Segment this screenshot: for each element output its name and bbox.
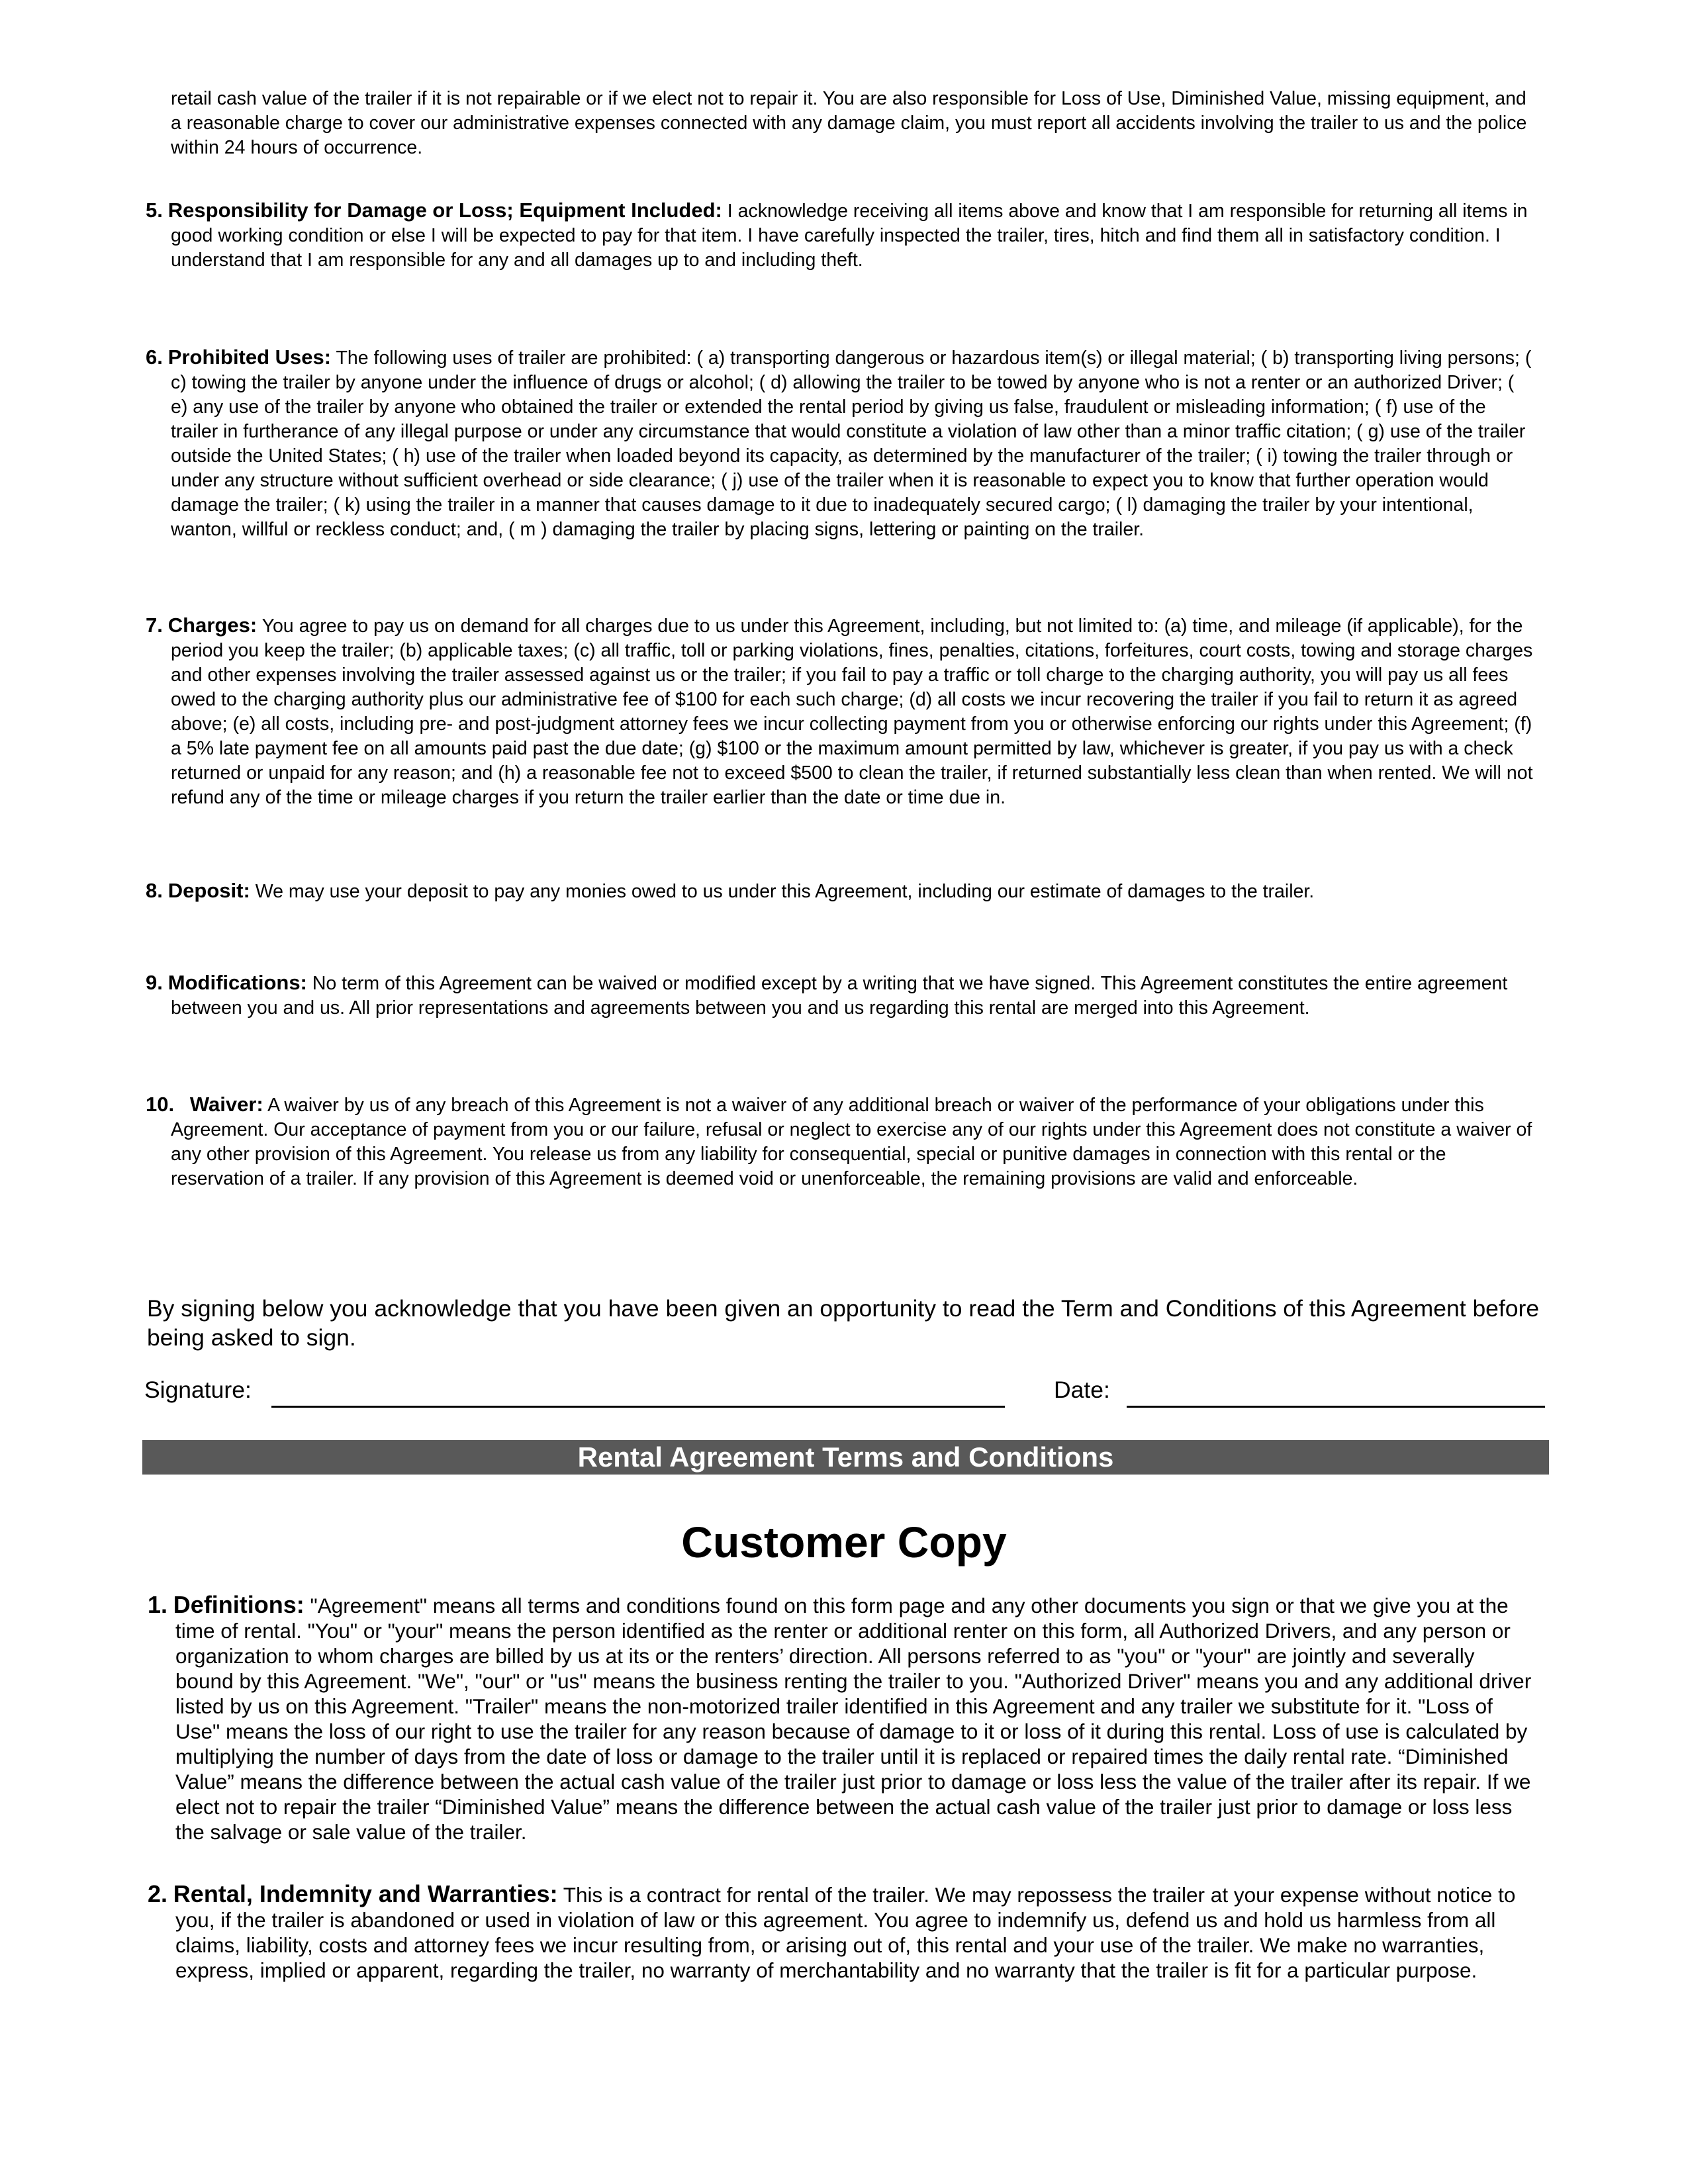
signature-field[interactable] bbox=[271, 1406, 1005, 1408]
section-9-body: No term of this Agreement can be waived or modified except by a writing that we have signed. This Agreement constitutes the entire agreement between you and us. All prior representations and agreements between you and us regarding this rental are merged into this Agreement. bbox=[171, 973, 1508, 1019]
customer-section-2-heading: Rental, Indemnity and Warranties: bbox=[173, 1880, 558, 1907]
section-5 bbox=[146, 198, 1536, 273]
section-banner: Rental Agreement Terms and Conditions bbox=[142, 1440, 1549, 1475]
section-6-text bbox=[146, 345, 1536, 542]
customer-section-2-number: 2. bbox=[148, 1880, 168, 1907]
section-10-text bbox=[146, 1092, 1536, 1191]
section-5-body: I acknowledge receiving all items above and know that I am responsible for returning all items in good working condition or else I will be expected to pay for that item. I have carefully inspected the trailer, tires, hitch and find them all in satisfactory condition. I understand that I am responsible for any and all damages up to and including theft. bbox=[171, 201, 1528, 271]
section-6-heading: Prohibited Uses: bbox=[167, 345, 332, 369]
customer-section-1-text bbox=[148, 1592, 1538, 1844]
section-9 bbox=[146, 970, 1536, 1021]
date-field[interactable] bbox=[1127, 1406, 1545, 1408]
section-6-number: 6. bbox=[146, 345, 163, 369]
section-8 bbox=[146, 878, 1536, 904]
section-6 bbox=[146, 345, 1536, 542]
section-10-body: A waiver by us of any breach of this Agreement is not a waiver of any additional breach or waiver of the performance of your obligations under this Agreement. Our acceptance of payment from you or our failure, refusal or neglect to exercise any of our rights under this Agreement does not constitute a waiver of any other provision of this Agreement. You release us from any liability for consequential, special or punitive damages in connection with this rental or the reservation of a trailer. If any provision of this Agreement is deemed void or unenforceable, the remaining provisions are valid and enforceable. bbox=[171, 1095, 1532, 1189]
section-10-number: 10. bbox=[146, 1093, 175, 1116]
section-6-body: The following uses of trailer are prohibited: ( a) transporting dangerous or hazardous item(s) or illegal material; ( b) transporting living persons; ( c) towing the trailer by anyone under the influence of drugs or alcohol; ( d) allowing the trailer to be towed by anyone who is not a renter or an authorized Driver; ( e) any use of the trailer by anyone who obtained the trailer or extended the rental period by giving us false, fraudulent or misleading information; ( f) use of the trailer in furtherance of any illegal purpose or under any circumstance that would constitute a violation of law other than a minor traffic citation; ( g) use of the trailer outside the United States; ( h) use of the trailer when loaded beyond its capacity, as determined by the manufacturer of the trailer; ( i) towing the trailer through or under any structure without sufficient overhead or side clearance; ( j) use of the trailer when it is reasonable to expect you to know that further operation would damage the trailer; ( k) using the trailer in a manner that causes damage to it due to inadequately secured cargo; ( l) damaging the trailer by your intentional, wanton, willful or reckless conduct; and, ( m ) damaging the trailer by placing signs, lettering or painting on the trailer. bbox=[171, 347, 1532, 540]
continuation-paragraph: retail cash value of the trailer if it is not repairable or if we elect not to repair it. You are also responsible for Loss of Use, Diminished Value, missing equipment, and a reasonable charge to cover our administrative expenses connected with any damage claim, you must report all accidents involving the trailer to us and the police within 24 hours of occurrence. bbox=[171, 88, 1527, 158]
customer-section-2 bbox=[148, 1882, 1538, 1983]
section-8-text bbox=[146, 878, 1536, 904]
section-5-number: 5. bbox=[146, 199, 163, 222]
customer-section-1-heading: Definitions: bbox=[173, 1591, 305, 1618]
section-8-number: 8. bbox=[146, 879, 163, 902]
section-5-heading: Responsibility for Damage or Loss; Equipment Included: bbox=[167, 199, 722, 222]
section-9-heading: Modifications: bbox=[167, 971, 307, 994]
section-7-number: 7. bbox=[146, 614, 163, 637]
section-7-text bbox=[146, 613, 1536, 810]
acknowledgement-text: By signing below you acknowledge that you have been given an opportunity to read the Term and Conditions of this Agreement before being asked to sign. bbox=[147, 1295, 1540, 1351]
section-10-heading: Waiver: bbox=[189, 1093, 263, 1116]
section-10 bbox=[146, 1092, 1536, 1191]
section-5-text bbox=[146, 198, 1536, 273]
customer-section-1-number: 1. bbox=[148, 1591, 168, 1618]
customer-section-1-body: "Agreement" means all terms and conditions found on this form page and any other documents you sign or that we give you at the time of rental. "You" or "your" means the person identified as the renter or additional renter on this form, all Authorized Drivers, and any person or organization to whom charges are billed by us at its or the renters’ direction. All persons referred to as "you" or "your" are jointly and severally bound by this Agreement. "We", "our" or "us" means the business renting the trailer to you. "Authorized Driver" means you and any additional driver listed by us on this Agreement. "Trailer" means the non-motorized trailer identified in this Agreement and any trailer we substitute for it. "Loss of Use" means the loss of our right to use the trailer for any reason because of damage to it or loss of it during this rental. Loss of use is calculated by multiplying the number of days from the date of loss or damage to the trailer until it is replaced or repaired times the daily rental rate. “Diminished Value” means the difference between the actual cash value of the trailer just prior to damage or loss less the value of the trailer after its repair. If we elect not to repair the trailer “Diminished Value” means the difference between the actual cash value of the trailer just prior to damage or loss less the salvage or sale value of the trailer. bbox=[175, 1594, 1532, 1844]
customer-section-2-text bbox=[148, 1882, 1538, 1983]
signature-label: Signature: bbox=[144, 1377, 252, 1403]
page-title: Customer Copy bbox=[681, 1518, 1007, 1567]
customer-section-1 bbox=[148, 1592, 1538, 1844]
section-7 bbox=[146, 613, 1536, 810]
date-label: Date: bbox=[1054, 1377, 1110, 1403]
section-8-body: We may use your deposit to pay any monies owed to us under this Agreement, including our estimate of damages to the trailer. bbox=[255, 881, 1315, 902]
section-7-body: You agree to pay us on demand for all charges due to us under this Agreement, including, but not limited to: (a) time, and mileage (if applicable), for the period you keep the trailer; (b) applicable taxes; (c) all traffic, toll or parking violations, fines, penalties, citations, forfeitures, court costs, towing and storage charges and other expenses involving the trailer assessed against us or the trailer; if you fail to pay a traffic or toll charge to the charging authority, you will pay us all fees owed to the charging authority plus our administrative fee of $100 for each such charge; (d) all costs we incur recovering the trailer if you fail to return it as agreed above; (e) all costs, including pre- and post-judgment attorney fees we incur collecting payment from you or otherwise enforcing our rights under this Agreement; (f) a 5% late payment fee on all amounts paid past the due date; (g) $100 or the maximum amount permitted by law, whichever is greater, if you pay us with a check returned or unpaid for any reason; and (h) a reasonable fee not to exceed $500 to clean the trailer, if returned substantially less clean than when rented. We will not refund any of the time or mileage charges if you return the trailer earlier than the date or time due in. bbox=[171, 615, 1533, 808]
section-9-text bbox=[146, 970, 1536, 1021]
section-8-heading: Deposit: bbox=[167, 879, 250, 902]
section-9-number: 9. bbox=[146, 971, 163, 994]
customer-section-2-body: This is a contract for rental of the trailer. We may repossess the trailer at your expense without notice to you, if the trailer is abandoned or used in violation of law or this agreement. You agree to indemnify us, defend us and hold us harmless from all claims, liability, costs and attorney fees we incur resulting from, or arising out of, this rental and your use of the trailer. We make no warranties, express, implied or apparent, regarding the trailer, no warranty of merchantability and no warranty that the trailer is fit for a particular purpose. bbox=[175, 1883, 1516, 1982]
section-7-heading: Charges: bbox=[167, 614, 258, 637]
signature-row bbox=[144, 1377, 1548, 1410]
